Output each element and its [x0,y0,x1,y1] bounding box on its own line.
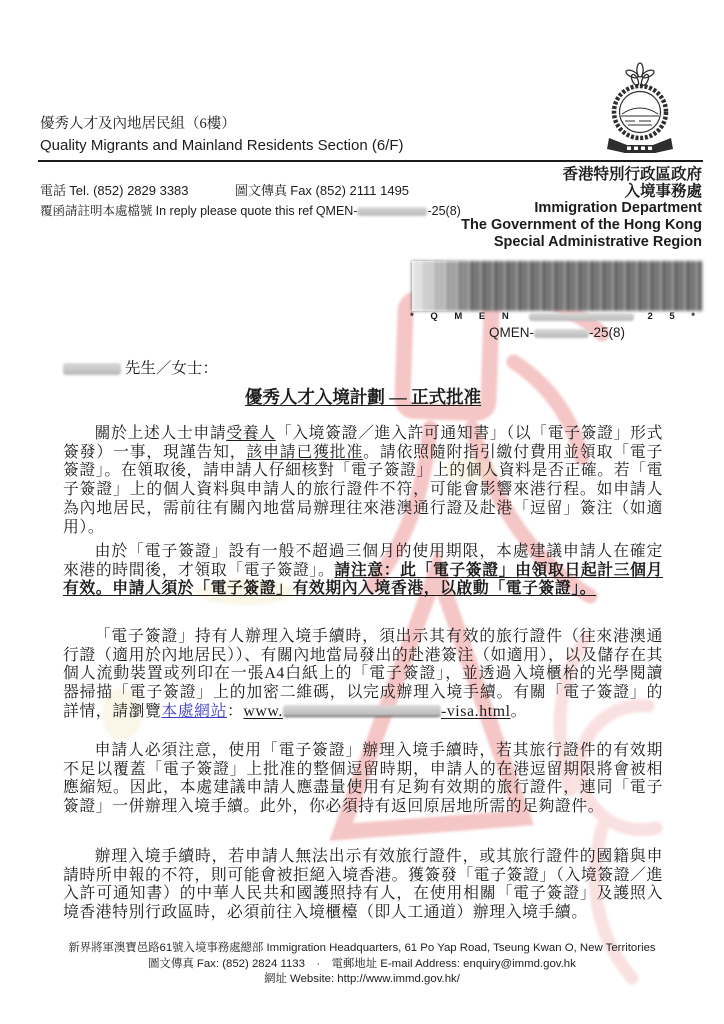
salutation-text: 先生／女士： [124,360,218,377]
gov-line-en1: Immigration Department [534,200,702,216]
fax-value: Fax (852) 2111 1495 [290,183,410,198]
letter-title: 優秀人才入境計劃 — 正式批准 [244,387,482,407]
section-header [40,113,404,157]
underline-approved: 該申請已獲批准 [246,443,364,461]
fax-label-zh: 圖文傳真 [235,183,288,198]
paragraph-5: 辦理入境手續時，若申請人無法出示有效旅行證件，或其旅行證件的國籍與申請時所申報的不符，則可能會被拒絕入境香港。獲簽發「電子簽證」（入境簽證／進入許可通知書）的中華人民共和國護照持有人，在使用相關「電子簽證」及護照入境香港特別行政區時，必須前往入境櫃檯（即人工通道）辦理入境手續。 [63,848,663,922]
ref-label-zh: 覆函請註明本處檔號 [40,204,153,218]
tel-value: Tel. (852) 2829 3383 [69,183,189,198]
redacted-ref-number [357,207,427,216]
tel-label-zh: 電話 [40,183,67,198]
ref-label-en: In reply please quote this ref [155,204,313,218]
tel-row [40,180,189,199]
gov-line-en2: The Government of the Hong Kong [461,217,702,233]
government-header [461,166,702,251]
salutation [63,356,218,378]
redacted-url [283,705,441,717]
footer-fax-email: 圖文傳真 Fax: (852) 2824 1133 · 電郵地址 E-mail Address: enquiry@immd.gov.hk [148,957,576,970]
underline-dependant: 受養人 [226,425,276,442]
paragraph-3: 「電子簽證」持有人辦理入境手續時，須出示其有效的旅行證件（往來港澳通行證（適用於內地居民））、有關內地當局發出的赴港簽注（如適用），以及儲存在其個人流動裝置或列印在一張A4白紙上的「電子簽證」，並透過入境櫃枱的光學閱讀器掃描「電子簽證」上的加密二維碼，以完成辦理入境手續。有關「電子簽證」的詳情，請瀏覽本處網站：www. -visa.html。 [63,628,663,720]
header-divider [38,160,703,162]
ref-number-prefix: QMEN- [315,204,358,218]
barcode-label-left: * Q M E N [410,311,516,322]
barcode-fade [412,261,702,311]
section-name-zh: 優秀人才及內地居民組（6樓） [40,116,236,132]
gov-line-zh2: 入境事務處 [624,183,702,200]
redacted-recipient-name [63,363,121,375]
gov-line-zh1: 香港特別行政區政府 [562,166,702,183]
paragraph-1: 關於上述人士申請受養人「入境簽證／進入許可通知書」（以「電子簽證」形式簽發）一事，現謹告知，該申請已獲批准。請依照隨附指引繳付費用並領取「電子簽證」。在領取後，請申請人仔細核對「電子簽證」上的個人資料是否正確。若「電子簽證」上的個人資料與申請人的旅行證件不符，可能會影響來港行程。如申請人為內地居民，需前往有關內地當局辦理往來港澳通行證及赴港「逗留」簽注（如適用）。 [63,425,663,536]
letter-footer [0,941,724,988]
paragraph-2: 由於「電子簽證」設有一般不超過三個月的使用期限，本處建議申請人在確定來港的時間後，才領取「電子簽證」。請注意：此「電子簽證」由領取日起計三個月有效。申請人須於「電子簽證」有效期內入境香港，以啟動「電子簽證」。 [63,543,663,598]
ref-number-suffix: -25(8) [427,204,461,218]
notice-validity-emphasis: 請注意：此「電子簽證」由領取日起計三個月有效。申請人須於「電子簽證」有效期內入境香港，以啟動「電子簽證」。 [63,561,663,598]
barcode-ref [412,325,702,340]
paragraph-4: 申請人必須注意，使用「電子簽證」辦理入境手續時，若其旅行證件的有效期不足以覆蓋「電子簽證」上批准的整個逗留時期，申請人的在港逗留期限將會被相應縮短。因此，本處建議申請人應盡量使用有足夠有效期的旅行證件，連同「電子簽證」一併辦理入境手續。此外，你必須持有返回原居地所需的足夠證件。 [63,742,663,816]
ref-row [40,201,461,219]
redacted-barcode-ref [534,329,589,338]
gov-line-en3: Special Administrative Region [493,234,702,250]
website-link[interactable]: 本處網站 [161,702,227,720]
fax-row [235,180,409,199]
barcode-label-right: 2 5 * [647,311,702,322]
barcode-ref-prefix: QMEN- [488,325,534,340]
immd-emblem-icon [597,62,683,158]
redacted-barcode-label [529,313,634,321]
barcode-ref-suffix: -25(8) [588,325,625,340]
barcode-label [410,311,702,322]
footer-address: 新界將軍澳寶邑路61號入境事務處總部 Immigration Headquarters, 61 Po Yap Road, Tseung Kwan O, New Territories [68,942,656,954]
section-name-en: Quality Migrants and Mainland Residents Section (6/F) [40,137,404,154]
footer-website: 網址 Website: http://www.immd.gov.hk/ [264,973,460,985]
